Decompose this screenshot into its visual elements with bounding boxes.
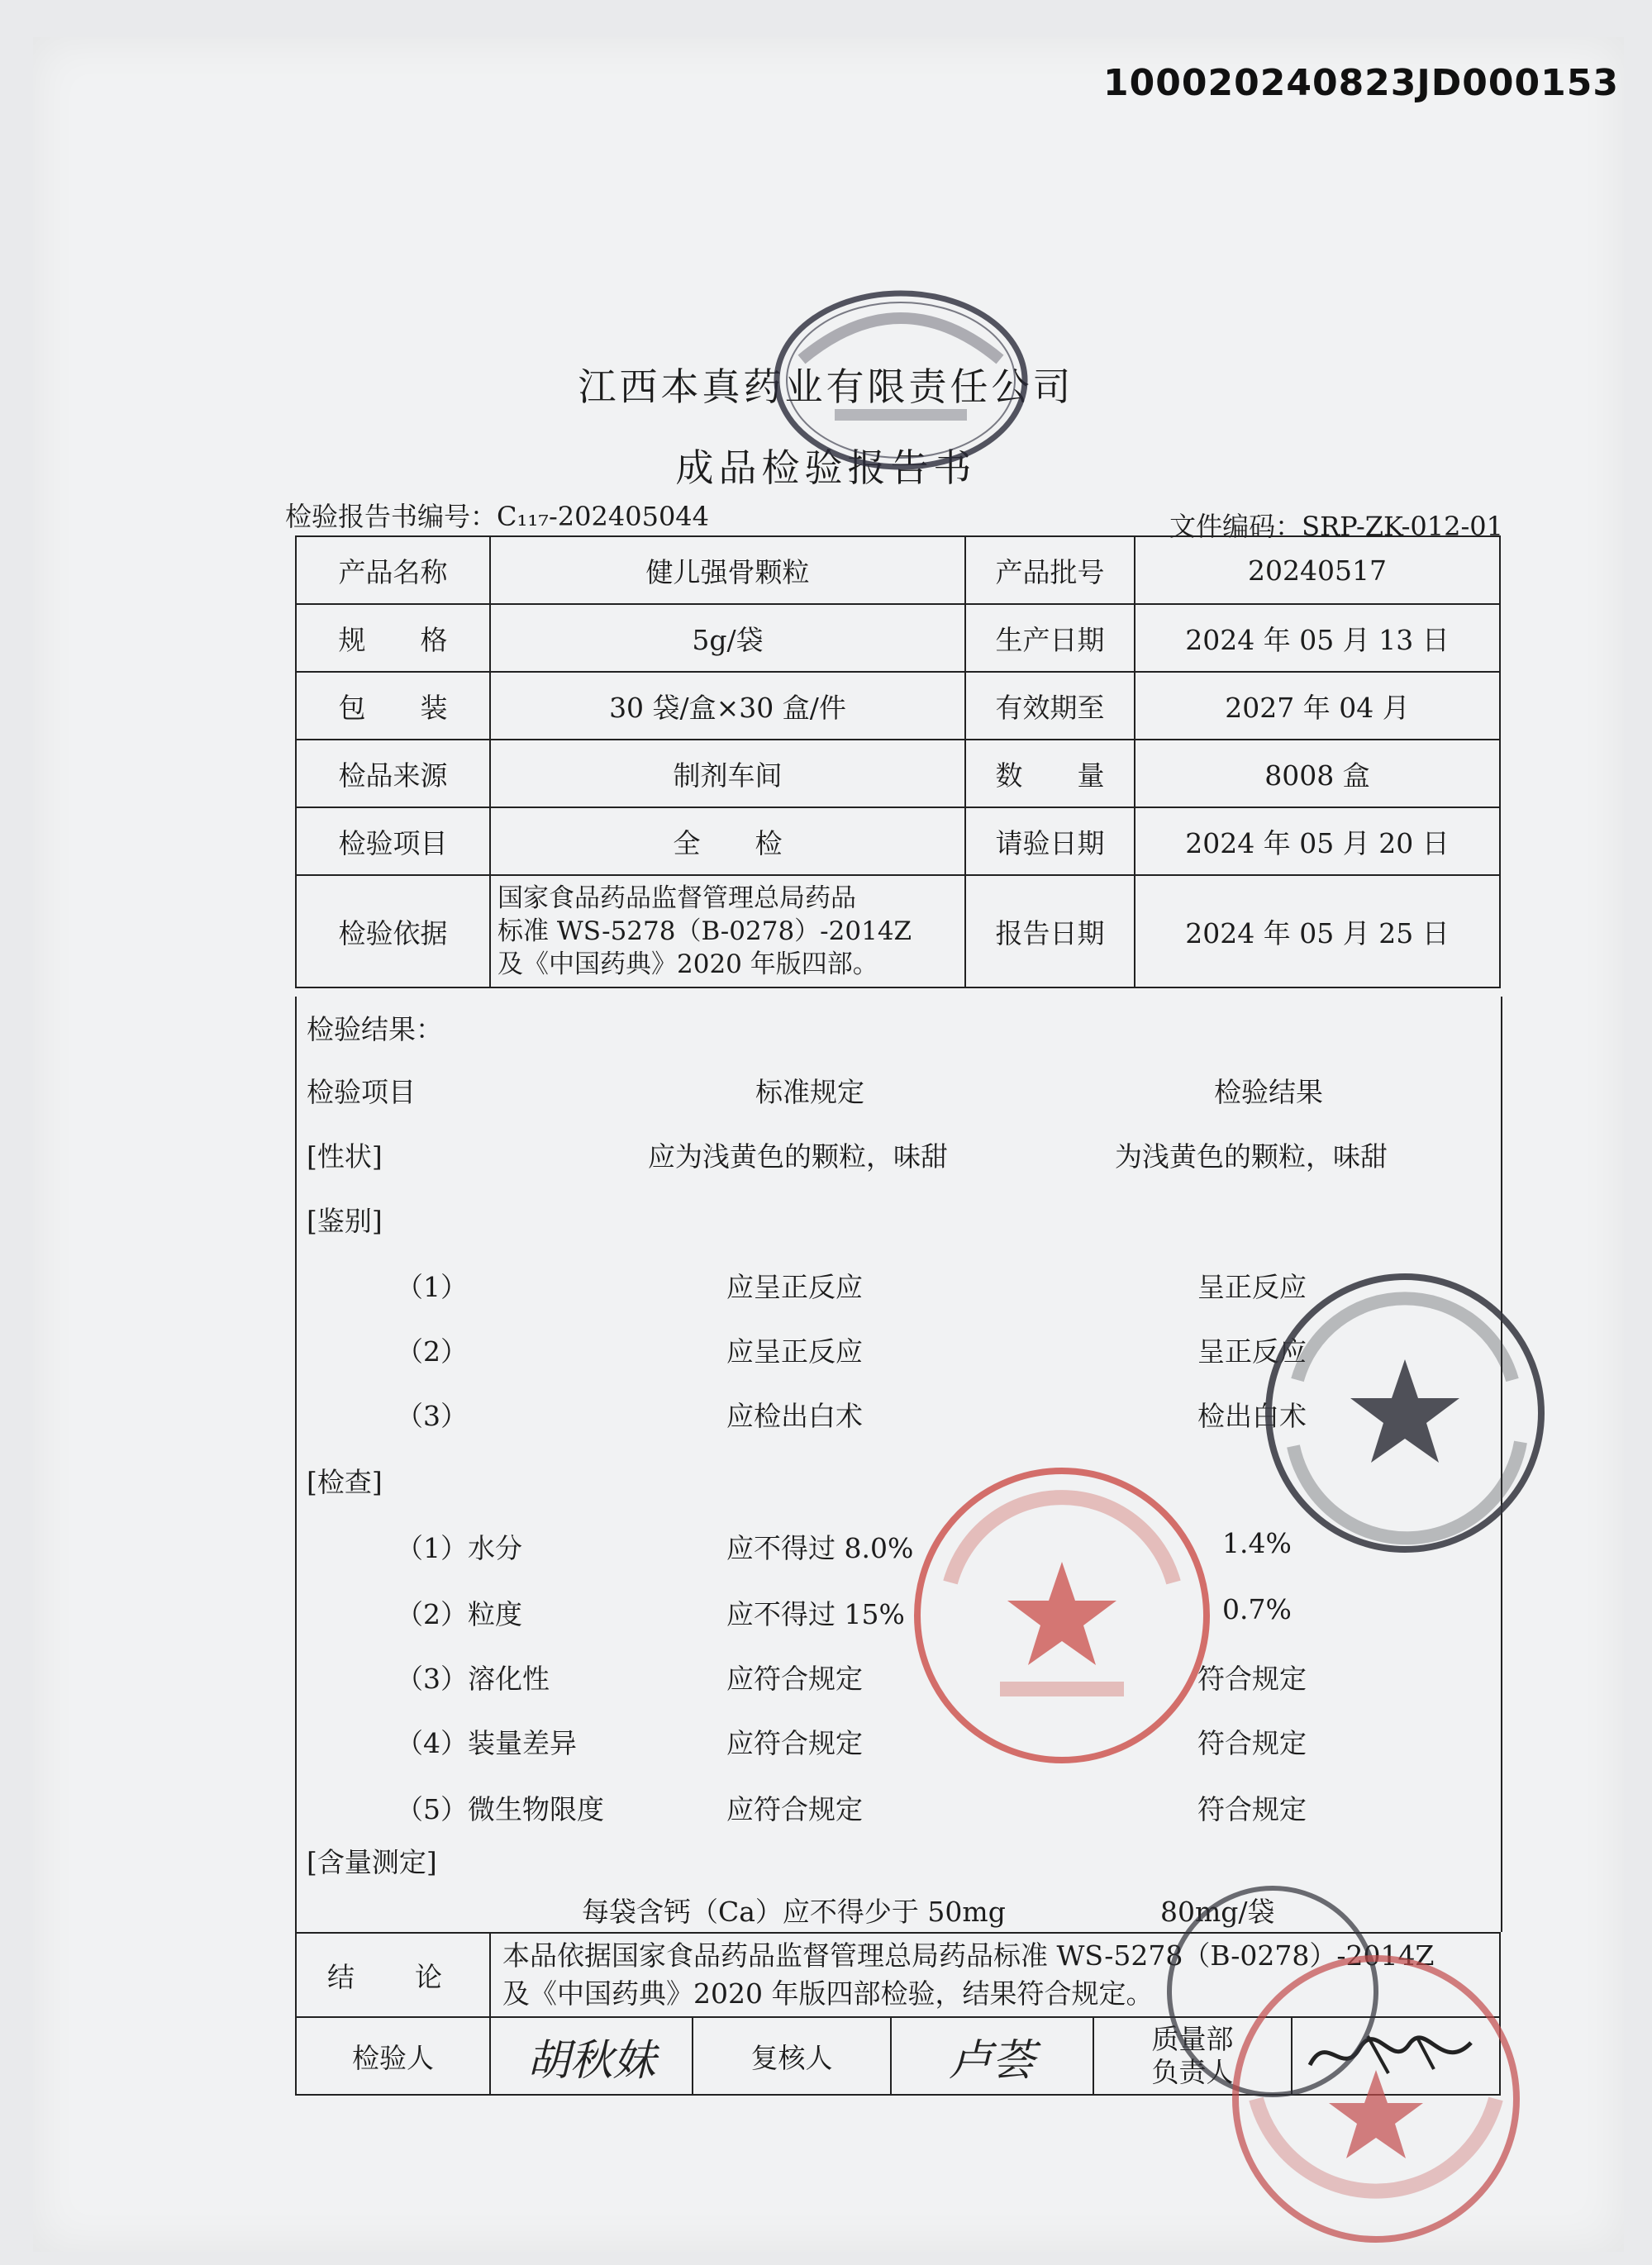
header-standard: 标准规定 <box>755 1076 864 1108</box>
jc1-standard: 应不得过 8.0% <box>726 1532 914 1564</box>
jc3-standard: 应符合规定 <box>726 1663 863 1695</box>
report-number: 检验报告书编号：C₁₁₇-202405044 <box>285 501 710 532</box>
section-jiancha: [检查] <box>307 1466 383 1498</box>
info-row <box>296 740 1500 807</box>
jc2-standard: 应不得过 15% <box>726 1598 905 1630</box>
hl-standard: 每袋含钙（Ca）应不得少于 50mg <box>582 1896 1006 1928</box>
info-row <box>296 807 1500 875</box>
product-info-table <box>295 535 1501 988</box>
inspection-stamp <box>769 285 1033 475</box>
header-item: 检验项目 <box>307 1076 416 1108</box>
batch-label: 产品批号 <box>965 536 1135 604</box>
product-name-value: 健儿强骨颗粒 <box>490 536 965 604</box>
jb2-standard: 应呈正反应 <box>726 1335 863 1368</box>
xz-standard: 应为浅黄色的颗粒，味甜 <box>648 1140 948 1173</box>
info-row <box>296 604 1500 672</box>
results-title: 检验结果： <box>307 1013 443 1045</box>
basis-value <box>490 875 965 987</box>
jb2-result: 呈正反应 <box>1197 1335 1307 1368</box>
pack-label: 包 装 <box>296 672 490 740</box>
file-number: 文件编码：SRP-ZK-012-01 <box>1169 511 1503 542</box>
red-stamp <box>905 1458 1219 1773</box>
jc1-result: 1.4% <box>1222 1527 1292 1559</box>
batch-value: 20240517 <box>1135 536 1500 604</box>
jb3-item: （3） <box>396 1400 468 1432</box>
jc2-item: （2）粒度 <box>396 1598 522 1630</box>
inspector-signature: 胡秋妹 <box>490 2017 693 2095</box>
basis-line: 及《中国药典》2020 年版四部。 <box>498 949 878 979</box>
section-hanliang: [含量测定] <box>307 1846 437 1878</box>
reviewer-signature: 卢荟 <box>891 2017 1093 2095</box>
qa-label-line: 负责人 <box>1151 2056 1234 2088</box>
jc4-standard: 应符合规定 <box>726 1727 863 1759</box>
inspector-label: 检验人 <box>296 2017 490 2095</box>
basis-line: 国家食品药品监督管理总局药品 <box>498 883 856 913</box>
info-row <box>296 536 1500 604</box>
spec-value: 5g/袋 <box>490 604 965 672</box>
company-name: 江西本真药业有限责任公司 <box>578 364 1074 409</box>
spec-label: 规 格 <box>296 604 490 672</box>
jc3-item: （3）溶化性 <box>396 1663 550 1695</box>
info-row <box>296 875 1500 987</box>
req-date-value: 2024 年 05 月 20 日 <box>1135 807 1500 875</box>
expiry-value: 2027 年 04 月 <box>1135 672 1500 740</box>
jc5-item: （5）微生物限度 <box>396 1793 604 1825</box>
report-date-label: 报告日期 <box>965 875 1135 987</box>
item-value: 全 检 <box>490 807 965 875</box>
expiry-label: 有效期至 <box>965 672 1135 740</box>
hl-result: 80mg/袋 <box>1160 1896 1275 1928</box>
prod-date-value: 2024 年 05 月 13 日 <box>1135 604 1500 672</box>
source-label: 检品来源 <box>296 740 490 807</box>
prod-date-label: 生产日期 <box>965 604 1135 672</box>
req-date-label: 请验日期 <box>965 807 1135 875</box>
pack-value: 30 袋/盒×30 盒/件 <box>490 672 965 740</box>
jb2-item: （2） <box>396 1335 468 1368</box>
qty-value: 8008 盒 <box>1135 740 1500 807</box>
qa-label-line: 质量部 <box>1151 2023 1234 2055</box>
jb1-result: 呈正反应 <box>1197 1271 1307 1303</box>
section-xingzhuang: [性状] <box>307 1140 383 1173</box>
document-id: 100020240823JD000153 <box>1103 62 1619 104</box>
conclusion-line: 本品依据国家食品药品监督管理总局药品标准 WS-5278（B-0278）-2014Z <box>502 1939 1435 1972</box>
reviewer-label: 复核人 <box>693 2017 891 2095</box>
qa-stamp-right <box>1256 1264 1554 1562</box>
jb3-result: 检出白术 <box>1197 1400 1307 1432</box>
jc2-result: 0.7% <box>1222 1593 1292 1625</box>
basis-label: 检验依据 <box>296 875 490 987</box>
jc1-item: （1）水分 <box>396 1532 522 1564</box>
report-title: 成品检验报告书 <box>675 445 977 490</box>
jb1-item: （1） <box>396 1271 468 1303</box>
header-result: 检验结果 <box>1214 1076 1323 1108</box>
xz-result: 为浅黄色的颗粒，味甜 <box>1115 1140 1388 1173</box>
conclusion-line: 及《中国药典》2020 年版四部检验，结果符合规定。 <box>502 1977 1154 2010</box>
qty-label: 数 量 <box>965 740 1135 807</box>
jc4-result: 符合规定 <box>1197 1727 1307 1759</box>
jc5-result: 符合规定 <box>1197 1793 1307 1825</box>
bottom-stamp <box>1149 1851 1545 2248</box>
jc4-item: （4）装量差异 <box>396 1727 577 1759</box>
jb1-standard: 应呈正反应 <box>726 1271 863 1303</box>
report-date-value: 2024 年 05 月 25 日 <box>1135 875 1500 987</box>
product-name-label: 产品名称 <box>296 536 490 604</box>
jc5-standard: 应符合规定 <box>726 1793 863 1825</box>
jc3-result: 符合规定 <box>1197 1663 1307 1695</box>
section-jianbie: [鉴别] <box>307 1205 383 1237</box>
jb3-standard: 应检出白术 <box>726 1400 863 1432</box>
item-label: 检验项目 <box>296 807 490 875</box>
conclusion-label: 结 论 <box>296 1933 490 2017</box>
basis-line: 标准 WS-5278（B-0278）-2014Z <box>498 916 912 946</box>
info-row <box>296 672 1500 740</box>
source-value: 制剂车间 <box>490 740 965 807</box>
